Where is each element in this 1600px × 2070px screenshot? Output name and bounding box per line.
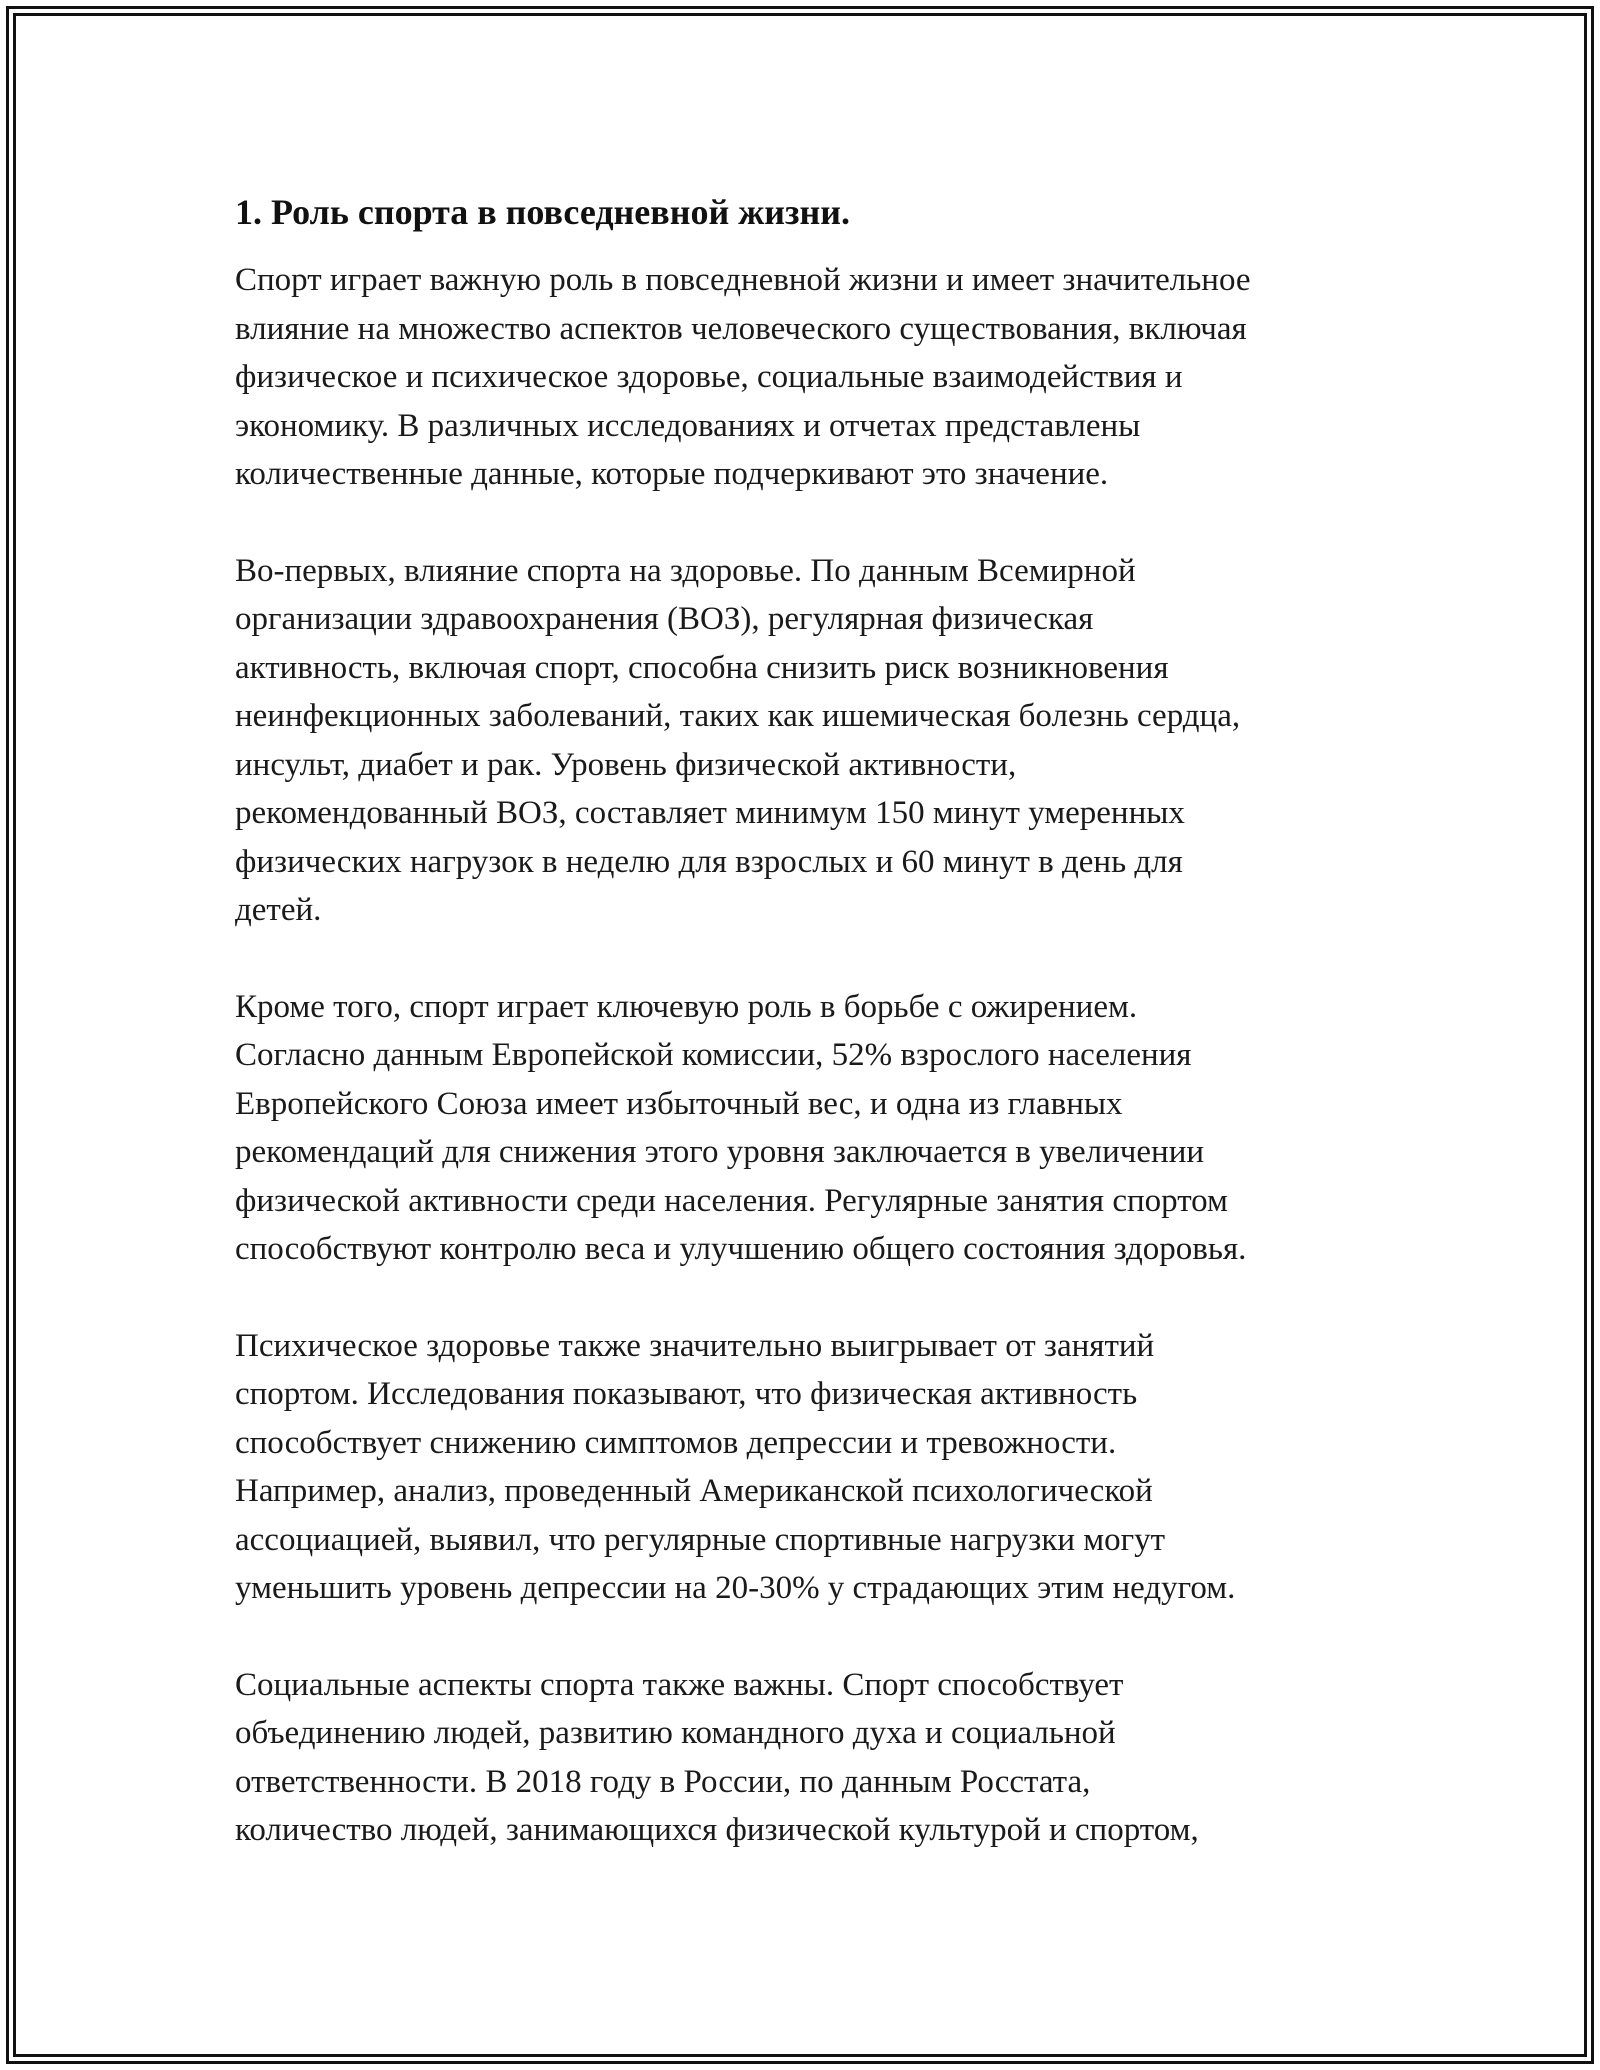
paragraph-mental-health <box>235 1322 1395 1613</box>
paragraph-intro <box>235 256 1395 499</box>
text-line: рекомендованный ВОЗ, составляет минимум 150 минут умеренных <box>235 795 1185 831</box>
text-line: Например, анализ, проведенный Американской психологической <box>235 1473 1153 1509</box>
text-line: активность, включая спорт, способна снизить риск возникновения <box>235 649 1169 686</box>
text-line: Психическое здоровье также значительно выигрывает от занятий <box>235 1327 1155 1364</box>
text-line: количественные данные, которые подчеркивают это значение. <box>235 456 1109 492</box>
text-line: уменьшить уровень депрессии на 20-30% у страдающих этим недугом. <box>235 1570 1236 1606</box>
text-line: Кроме того, спорт играет ключевую роль в борьбе с ожирением. <box>235 988 1138 1025</box>
text-line: физическое и психическое здоровье, социальные взаимодействия и <box>235 359 1183 395</box>
text-line: объединению людей, развитию командного духа и социальной <box>235 1715 1116 1751</box>
text-line: спортом. Исследования показывают, что физическая активность <box>235 1376 1138 1412</box>
text-line: физических нагрузок в неделю для взрослых и 60 минут в день для <box>235 843 1183 880</box>
paragraph-social <box>235 1661 1395 1855</box>
text-line: способствуют контролю веса и улучшению общего состояния здоровья. <box>235 1231 1247 1267</box>
text-line: детей. <box>235 892 322 928</box>
paragraph-obesity <box>235 983 1395 1274</box>
text-line: Европейского Союза имеет избыточный вес, и одна из главных <box>235 1085 1123 1122</box>
paragraph-health <box>235 547 1395 935</box>
text-line: инсульт, диабет и рак. Уровень физической активности, <box>235 746 1017 783</box>
text-line: Согласно данным Европейской комиссии, 52% взрослого населения <box>235 1037 1192 1073</box>
text-line: влияние на множество аспектов человеческого существования, включая <box>235 310 1247 347</box>
text-line: способствует снижению симптомов депрессии и тревожности. <box>235 1424 1117 1461</box>
text-line: неинфекционных заболеваний, таких как ишемическая болезнь сердца, <box>235 698 1241 734</box>
text-line: ассоциацией, выявил, что регулярные спортивные нагрузки могут <box>235 1521 1166 1558</box>
document-body <box>235 188 1395 1903</box>
text-line: Во-первых, влияние спорта на здоровье. По данным Всемирной <box>235 552 1136 589</box>
text-line: экономику. В различных исследованиях и отчетах представлены <box>235 407 1141 444</box>
text-line: Социальные аспекты спорта также важны. Спорт способствует <box>235 1666 1124 1703</box>
section-heading: 1. Роль спорта в повседневной жизни. <box>235 192 850 232</box>
text-line: количество людей, занимающихся физической культурой и спортом, <box>235 1812 1199 1848</box>
text-line: Спорт играет важную роль в повседневной жизни и имеет значительное <box>235 262 1251 298</box>
text-line: рекомендаций для снижения этого уровня заключается в увеличении <box>235 1134 1205 1170</box>
text-line: ответственности. В 2018 году в России, по данным Росстата, <box>235 1763 1091 1800</box>
text-line: организации здравоохранения (ВОЗ), регулярная физическая <box>235 601 1094 637</box>
text-line: физической активности среди населения. Регулярные занятия спортом <box>235 1182 1228 1219</box>
